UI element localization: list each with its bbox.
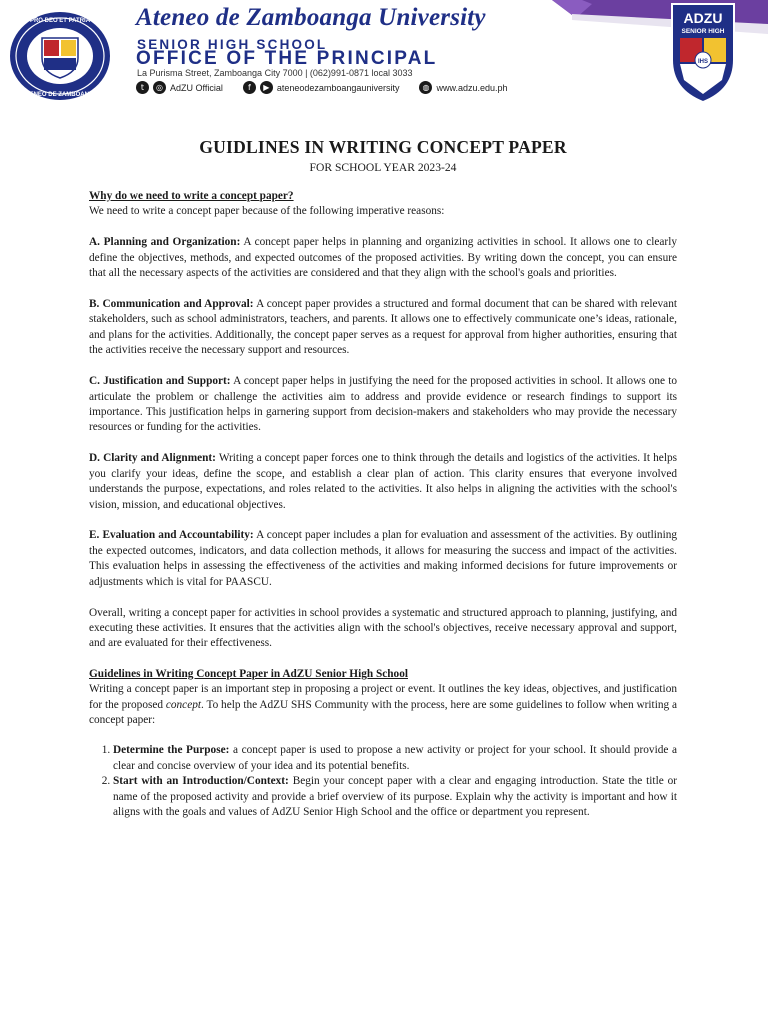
- instagram-icon: ◎: [153, 81, 166, 94]
- reason-b: [89, 297, 677, 359]
- reason-c: [89, 374, 677, 436]
- list-item: [113, 774, 677, 820]
- document-title: GUIDLINES IN WRITING CONCEPT PAPER: [199, 137, 567, 157]
- guidelines-intro-text: . To help the AdZU SHS Community with the process, here are some guidelines to follow when writing a concept paper:: [89, 698, 677, 726]
- step-label: Start with an Introduction/Context:: [113, 775, 289, 788]
- school-name: SENIOR HIGH SCHOOL: [137, 37, 328, 52]
- reason-text: A concept paper helps in justifying the need for the proposed activities in school. It allows one to articulate the problem or challenge the activities aim to address and provide evidence or research findings to support its importance. This justification helps in garnering support from decision-makers and stakeholders who may provide the necessary resources or funding for the activities.: [89, 375, 677, 434]
- svg-text:IHS: IHS: [697, 59, 709, 65]
- university-seal-icon: [8, 10, 112, 102]
- facebook-icon: f: [243, 81, 256, 94]
- reason-e: [89, 528, 677, 590]
- reason-a: [89, 235, 677, 281]
- reason-d: [89, 451, 677, 513]
- header-banner: [552, 0, 768, 106]
- university-name: Ateneo de Zamboanga University: [136, 4, 486, 31]
- step-text: a concept paper is used to propose a new activity or project for your school. It should provide a clear and concise overview of your idea and its potential benefits.: [113, 744, 677, 772]
- document-subtitle: FOR SCHOOL YEAR 2023-24: [309, 161, 457, 174]
- why-heading: Why do we need to write a concept paper?: [89, 190, 294, 202]
- step-text: Begin your concept paper with a clear and engaging introduction. State the title or name of the proposed activity and provide a brief overview of its purpose. Explain why the activity is important and how it aligns with the goals and values of AdZU Senior High School and the office or department you represent.: [113, 775, 678, 818]
- adzu-shs-badge-icon: [672, 4, 734, 102]
- guidelines-intro-emphasis: concept: [165, 698, 202, 711]
- social-links: [136, 81, 508, 94]
- website-link[interactable]: www.adzu.edu.ph: [436, 82, 508, 93]
- reason-label: E. Evaluation and Accountability:: [89, 529, 254, 542]
- globe-icon: ◍: [419, 81, 432, 94]
- address: La Purisma Street, Zamboanga City 7000 | (062)991-0871 local 3033: [137, 68, 413, 78]
- reason-label: B. Communication and Approval:: [89, 298, 254, 311]
- svg-text:PRO DEO ET PATRIA: PRO DEO ET PATRIA: [29, 18, 91, 24]
- reason-label: C. Justification and Support:: [89, 375, 231, 388]
- guidelines-heading: Guidelines in Writing Concept Paper in AdZU Senior High School: [89, 667, 408, 680]
- letterhead: [0, 0, 768, 112]
- twitter-icon: t: [136, 81, 149, 94]
- overall-paragraph: Overall, writing a concept paper for activities in school provides a systematic and structured approach to planning, justifying, and executing these activities. It ensures that the activities align with the school's objectives, receive necessary approval and support, and are evaluated for their effectiveness.: [89, 606, 677, 650]
- youtube-icon: ▶: [260, 81, 273, 94]
- why-intro: We need to write a concept paper because of the following imperative reasons:: [89, 205, 445, 218]
- svg-text:ATENEO DE ZAMBOANGA: ATENEO DE ZAMBOANGA: [22, 92, 98, 98]
- reason-text: A concept paper includes a plan for evaluation and assessment of the activities. By outlining the expected outcomes, indicators, and data collection methods, it allows for measuring the success and impact of the activities. This evaluation helps in assessing the effectiveness of the activities and making informed decisions for future improvements or adjustments which is vital for PAASCU.: [89, 529, 677, 588]
- svg-text:ADZU: ADZU: [683, 10, 723, 26]
- document-body: [89, 136, 677, 820]
- social-handle[interactable]: ateneodezamboangauniversity: [276, 82, 400, 93]
- office-name: OFFICE OF THE PRINCIPAL: [136, 48, 438, 69]
- reason-text: A concept paper provides a structured and formal document that can be shared with relevant stakeholders, such as school administrators, teachers, and parents. It allows one to effectively communicate one’s ideas, rationale, and plans for the activities. Additionally, the concept paper serves as a request for approval from higher authorities, ensuring that the activities receive the necessary support and resources.: [89, 298, 677, 357]
- guidelines-list: [89, 743, 677, 820]
- step-label: Determine the Purpose:: [113, 744, 230, 757]
- list-item: [113, 743, 677, 774]
- svg-text:SENIOR HIGH: SENIOR HIGH: [681, 28, 725, 35]
- social-official[interactable]: AdZU Official: [170, 82, 223, 93]
- guidelines-intro-text: Writing a concept paper is an important step in proposing a project or event. It outlines the key ideas, objectives, and justification for the proposed: [89, 683, 677, 711]
- reason-label: D. Clarity and Alignment:: [89, 452, 216, 465]
- reason-label: A. Planning and Organization:: [89, 236, 241, 249]
- reason-text: Writing a concept paper forces one to think through the details and logistics of the activities. It helps you clarify your ideas, define the scope, and establish a clear plan of action. This clarity ensures that everyone involved understands the purpose, expectations, and roles related to the activities. It also helps in aligning the activities with the school's vision, mission, and educational objectives.: [89, 452, 677, 511]
- guidelines-intro: [89, 682, 677, 728]
- reason-text: A concept paper helps in planning and organizing activities in school. It allows one to clearly define the objectives, methods, and expected outcomes of the proposed activities. By writing down the concept, you can ensure that all the necessary aspects of the activities are considered and that they align with the school's goals and priorities.: [89, 236, 677, 280]
